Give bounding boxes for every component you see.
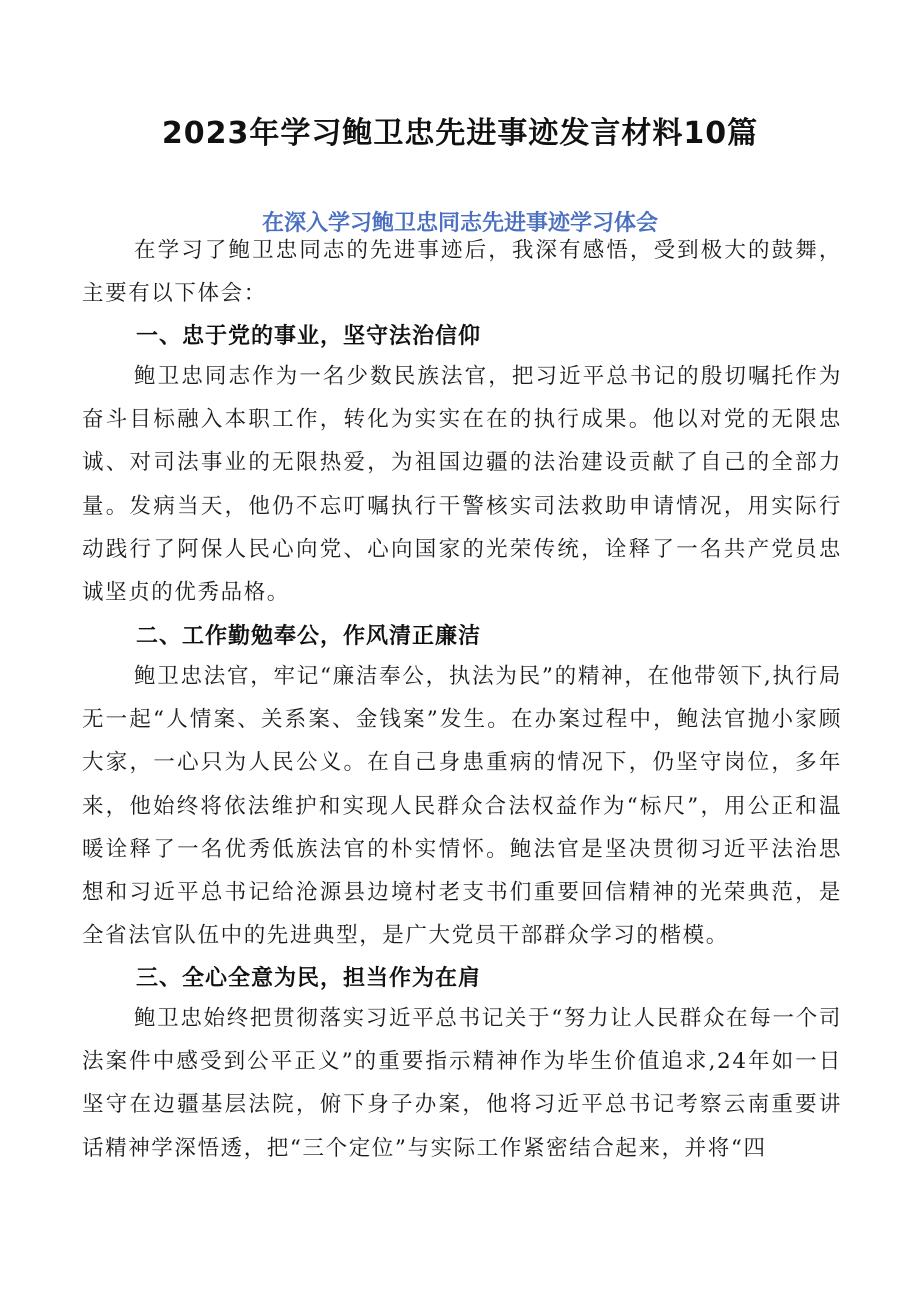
section-heading-2: 二、工作勤勉奉公，作风清正廉洁 [136,624,482,649]
section-heading-1: 一、忠于党的事业，坚守法治信仰 [136,324,482,349]
intro-paragraph: 在学习了鲍卫忠同志的先进事迹后，我深有感悟，受到极大的鼓舞，主要有以下体会： [82,238,842,307]
article-subtitle: 在深入学习鲍卫忠同志先进事迹学习体会 [261,211,658,237]
document-title: 2023年学习鲍卫忠先进事迹发言材料10篇 [161,116,759,152]
section-paragraph-2: 鲍卫忠法官，牢记“廉洁奉公，执法为民”的精神，在他带领下,执行局无一起“人情案、关系案、金钱案”发生。在办案过程中，鲍法官抛小家顾大家，一心只为人民公义。在自己身患重病的情况下，仍坚守岗位，多年来，他始终将依法维护和实现人民群众合法权益作为“标尺”，用公正和温暖诠释了一名优秀低族法官的朴实情怀。鲍法官是坚决贯彻习近平法治思想和习近平总书记给沧源县边境村老支书们重要回信精神的光荣典范，是全省法官队伍中的先进典型，是广大党员干部群众学习的楷模。 [82,664,842,949]
section-paragraph-1: 鲍卫忠同志作为一名少数民族法官，把习近平总书记的殷切嘱托作为奋斗目标融入本职工作，转化为实实在在的执行成果。他以对党的无限忠诚、对司法事业的无限热爱，为祖国边疆的法治建设贡献了自己的全部力量。发病当天，他仍不忘叮嘱执行干警核实司法救助申请情况，用实际行动践行了阿保人民心向党、心向国家的光荣传统，诠释了一名共产党员忠诚坚贞的优秀品格。 [82,364,842,606]
section-paragraph-3: 鲍卫忠始终把贯彻落实习近平总书记关于“努力让人民群众在每一个司法案件中感受到公平正义”的重要指示精神作为毕生价值追求,24年如一日坚守在边疆基层法院，俯下身子办案，他将习近平总书记考察云南重要讲话精神学深悟透，把“三个定位”与实际工作紧密结合起来，并将“四 [82,1006,842,1161]
section-heading-3: 三、全心全意为民，担当作为在肩 [136,966,482,991]
